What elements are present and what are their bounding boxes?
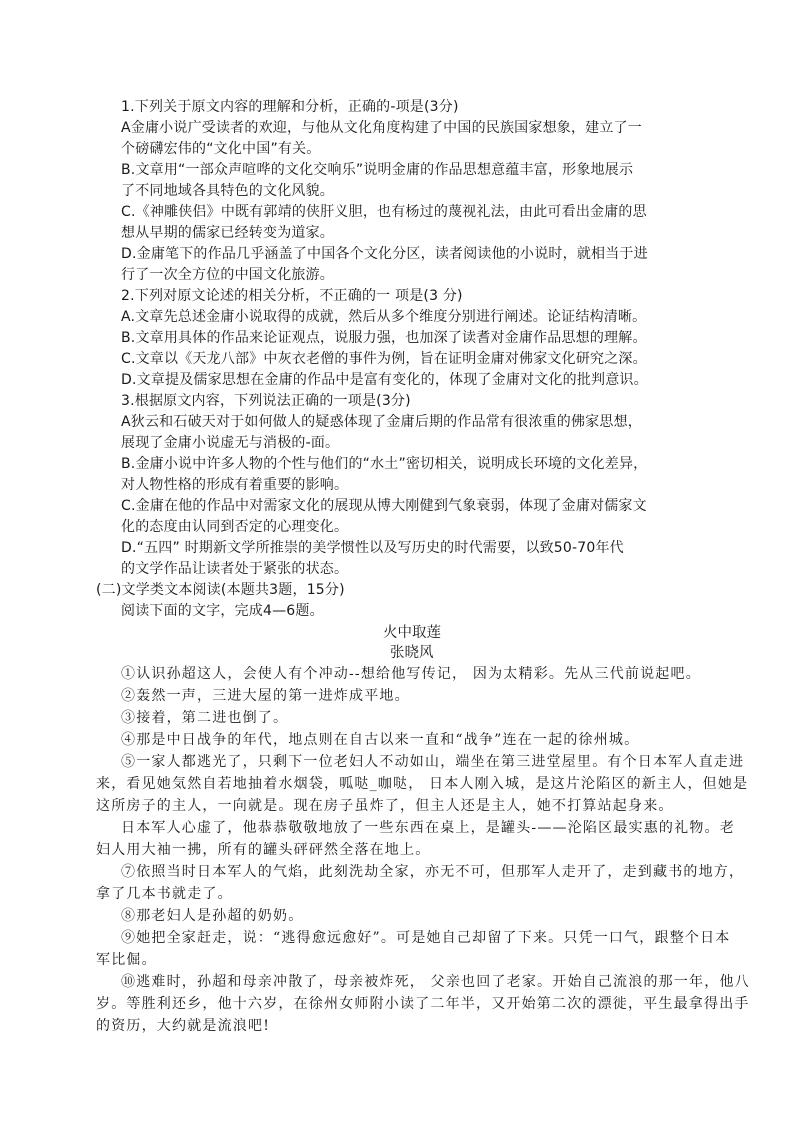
story-p6-line2: 妇人用大袖一拂，所有的罐头砰砰然全落在地上。 <box>96 842 431 858</box>
q1-option-b-line2: 了不同地域各具特色的文化风貌。 <box>121 183 334 199</box>
story-author: 张晓风 <box>390 645 434 661</box>
q2-option-d: D.文章提及儒家思想在金庸的作品中是富有变化的，体现了金庸对文化的批判意识。 <box>121 372 648 388</box>
q2-stem: 2.下列对原文论述的相关分析，不正确的一 项是(3 分) <box>121 288 463 304</box>
q1-option-a-line2: 个磅礴宏伟的“文化中国”有关。 <box>121 141 321 157</box>
story-p4: ④那是中日战争的年代，地点则在自古以来一直和“战争”连在一起的徐州城。 <box>121 732 640 748</box>
q2-option-b: B.文章用具体的作品来论证观点，说服力强，也加深了读耆对金庸作品思想的理解。 <box>121 330 647 346</box>
story-p10-line2: 岁。等胜利还乡，他十六岁，在徐州女师附小读了二年半，又开始第二次的漂徙，平生最拿得出手 <box>96 996 750 1012</box>
story-p8: ⑧那老妇人是孙超的奶奶。 <box>121 908 304 924</box>
story-title: 火中取莲 <box>383 625 441 641</box>
story-p1: ①认识孙超这人，会使人有个冲动--想给他写传记， 因为太精彩。先从三代前说起吧。 <box>121 666 701 682</box>
section-instruction: 阅读下面的文字，完成4—6题。 <box>121 603 324 619</box>
q1-option-d-line1: D.金庸笔下的作品几乎涵盖了中国各个文化分区，读者阅读他的小说时，就相当于进 <box>121 246 648 262</box>
q1-stem: 1.下列关于原文内容的理解和分析，正确的-项是(3分) <box>121 99 459 115</box>
section-heading: (二)文学类文本阅读(本题共3题，15分) <box>96 582 345 598</box>
story-p7-line1: ⑦依照当时日本军人的气焰，此刻洗劫全家，亦无不可，但那军人走开了，走到藏书的地方， <box>121 864 745 880</box>
q2-option-a: A.文章先总述金庸小说取得的成就，然后从多个维度分别进行阐述。论证结构清晰。 <box>121 309 647 325</box>
story-p2: ②轰然一声，三进大屋的第一进炸成平地。 <box>121 688 410 704</box>
story-p5-line3: 这所房子的主人，一向就是。现在房子虽炸了，但主人还是主人，她不打算站起身来。 <box>96 798 674 814</box>
story-p5-line1: ⑤一家人都逃光了，只剩下一位老妇人不动如山，端坐在第三进堂屋里。有个日本军人直走进 <box>121 754 745 770</box>
story-p9-line1: ⑨她把全家赶走，说：“逃得愈远愈好”。可是她自己却留了下来。只凭一口气，跟整个日本 <box>121 930 731 946</box>
q1-option-d-line2: 行了一次全方位的中国文化旅游。 <box>121 267 334 283</box>
q3-option-b-line1: B.金庸小说中许多人物的个性与他们的“水土”密切相关，说明成长环境的文化差异， <box>121 456 648 472</box>
story-p6-line1: 日本军人心虚了，他恭恭敬敬地放了一些东西在桌上，是罐头-——沦陷区最实惠的礼物。老 <box>121 820 735 836</box>
q3-option-b-line2: 对人物性格的形成有着重要的影响。 <box>121 477 349 493</box>
story-p10-line3: 的资历，大约就是流浪吧! <box>96 1018 271 1034</box>
q1-option-c-line2: 想从早期的儒家已经转变为道家。 <box>121 225 334 241</box>
q3-option-c-line2: 化的态度由认同到否定的心理变化。 <box>121 519 349 535</box>
q1-option-c-line1: C.《神雕侠侣》中既有郭靖的侠肝义胆，也有杨过的蔑视礼法，由此可看出金庸的思 <box>121 204 647 220</box>
q3-option-a-line1: A狄云和石破天对于如何做人的疑惑体现了金庸后期的作品常有很浓重的佛家思想， <box>121 414 642 430</box>
q1-option-b-line1: B.文章用“一部众声喧哗的文化交响乐”说明金庸的作品思想意蕴丰富，形象地展示 <box>121 162 634 178</box>
q3-option-a-line2: 展现了金庸小说虚无与消极的-面。 <box>121 435 340 451</box>
q1-option-a-line1: A金庸小说广受读者的欢迎，与他从文化角度构建了中国的民族国家想象，建立了一 <box>121 120 642 136</box>
story-p3: ③接着，第二进也倒了。 <box>121 710 289 726</box>
q2-option-c: C.文章以《天龙八部》中灰衣老僧的事件为例，旨在证明金庸对佛家文化研究之深。 <box>121 351 647 367</box>
q3-option-d-line2: 的文学作品让读者处于紧张的状态。 <box>121 561 349 577</box>
q3-option-c-line1: C.金庸在他的作品中对需家文化的展现从博大刚健到气象衰弱，体现了金庸对儒家文 <box>121 498 647 514</box>
story-p7-line2: 拿了几本书就走了。 <box>96 886 233 902</box>
q3-stem: 3.根据原文内容，下列说法正确的一项是(3分) <box>121 393 411 409</box>
story-p9-line2: 军比倔。 <box>96 952 157 968</box>
q3-option-d-line1: D.“五四” 时期新文学所推崇的美学惯性以及写历史的时代需要，以致50-70年代 <box>121 540 624 556</box>
story-p10-line1: ⑩逃难时，孙超和母亲冲散了，母亲被炸死， 父亲也回了老家。开始自己流浪的那一年，他八 <box>121 974 750 990</box>
story-p5-line2: 来，看见她気然自若地抽着水烟袋，呱哒_咖哒， 日本人刚入城，是这片沦陷区的新主人，但她是 <box>96 776 749 792</box>
